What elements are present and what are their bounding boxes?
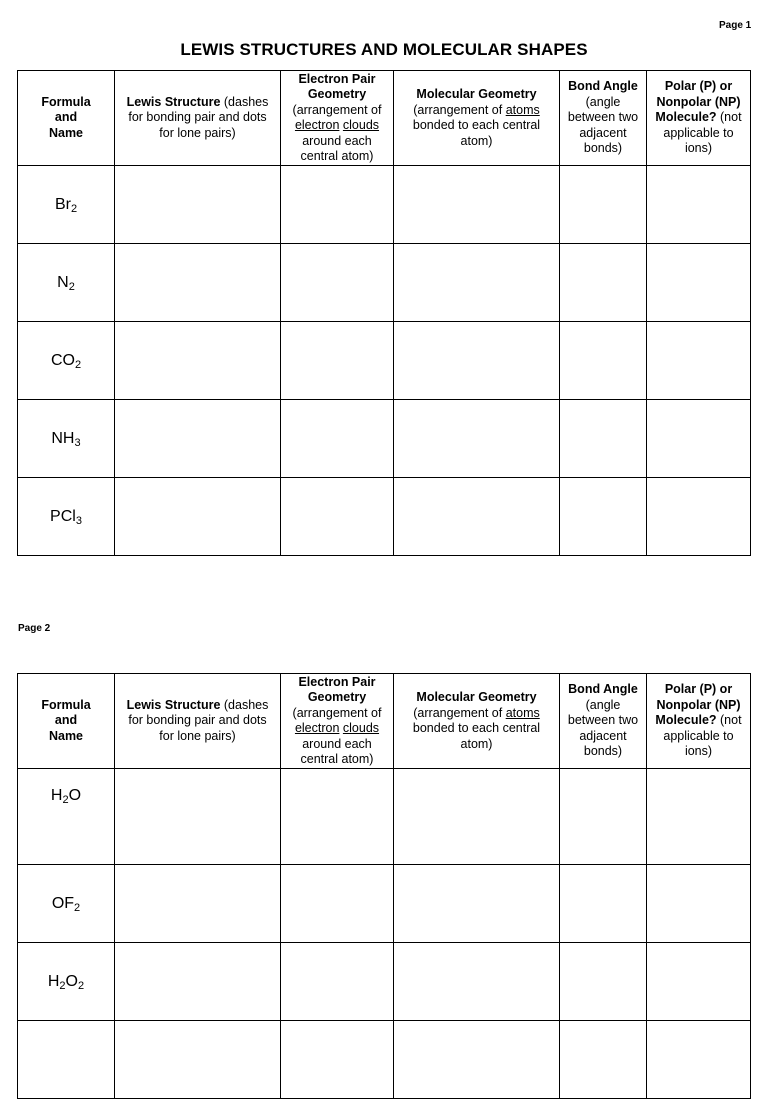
polarity-cell[interactable] — [647, 244, 751, 322]
electron-geometry-cell[interactable] — [281, 769, 394, 865]
molecular-geometry-cell[interactable] — [394, 478, 560, 556]
bond-angle-header: Bond Angle (angle between two adjacent bonds) — [560, 71, 647, 166]
polarity-cell[interactable] — [647, 1021, 751, 1099]
molecular-geometry-cell[interactable] — [394, 1021, 560, 1099]
bond-angle-cell[interactable] — [560, 322, 647, 400]
worksheet-title: LEWIS STRUCTURES AND MOLECULAR SHAPES — [180, 40, 588, 59]
electron-geometry-cell[interactable] — [281, 865, 394, 943]
lewis-structure-cell[interactable] — [115, 244, 281, 322]
lewis-structure-cell[interactable] — [115, 166, 281, 244]
table-row — [18, 769, 751, 865]
molecular-geometry-cell[interactable] — [394, 400, 560, 478]
formula-cell: $CO_2$ — [18, 322, 115, 400]
bond-angle-cell[interactable] — [560, 865, 647, 943]
bond-angle-cell[interactable] — [560, 1021, 647, 1099]
page-1-table — [17, 70, 751, 556]
electron-geometry-cell[interactable] — [281, 322, 394, 400]
electron-pair-geometry-header: Electron Pair Geometry (arrangement of electron clouds around each central atom) — [281, 674, 394, 769]
formula-cell — [18, 1021, 115, 1099]
page-1-label: Page 1 — [719, 20, 752, 31]
table-row — [18, 478, 751, 556]
molecular-geometry-cell[interactable] — [394, 244, 560, 322]
polarity-cell[interactable] — [647, 322, 751, 400]
lewis-structure-cell[interactable] — [115, 943, 281, 1021]
bond-angle-cell[interactable] — [560, 769, 647, 865]
table-row — [18, 865, 751, 943]
bond-angle-header: Bond Angle (angle between two adjacent bonds) — [560, 674, 647, 769]
lewis-structure-cell[interactable] — [115, 865, 281, 943]
electron-geometry-cell[interactable] — [281, 244, 394, 322]
table-row — [18, 1021, 751, 1099]
molecular-geometry-cell[interactable] — [394, 943, 560, 1021]
lewis-structure-cell[interactable] — [115, 769, 281, 865]
lewis-structure-header: Lewis Structure (dashes for bonding pair and dots for lone pairs) — [115, 674, 281, 769]
molecular-geometry-cell[interactable] — [394, 769, 560, 865]
polarity-cell[interactable] — [647, 166, 751, 244]
polarity-cell[interactable] — [647, 943, 751, 1021]
bond-angle-cell[interactable] — [560, 943, 647, 1021]
molecular-geometry-header: Molecular Geometry (arrangement of atoms bonded to each central atom) — [394, 71, 560, 166]
electron-geometry-cell[interactable] — [281, 478, 394, 556]
bond-angle-cell[interactable] — [560, 400, 647, 478]
page-2-label: Page 2 — [18, 623, 51, 634]
polarity-cell[interactable] — [647, 865, 751, 943]
formula-cell: $NH_3$ — [18, 400, 115, 478]
formula-cell: $OF_2$ — [18, 865, 115, 943]
table-row — [18, 166, 751, 244]
molecular-geometry-cell[interactable] — [394, 166, 560, 244]
molecular-geometry-header: Molecular Geometry (arrangement of atoms bonded to each central atom) — [394, 674, 560, 769]
formula-cell: $Br_2$ — [18, 166, 115, 244]
electron-geometry-cell[interactable] — [281, 166, 394, 244]
table-row — [18, 400, 751, 478]
bond-angle-cell[interactable] — [560, 166, 647, 244]
electron-geometry-cell[interactable] — [281, 943, 394, 1021]
header-row — [18, 71, 751, 166]
formula-cell: $H_2O_2$ — [18, 943, 115, 1021]
formula-cell: PCl$_3$ — [18, 478, 115, 556]
page-2-table — [17, 673, 751, 1099]
lewis-structure-cell[interactable] — [115, 322, 281, 400]
table-row — [18, 943, 751, 1021]
lewis-structure-header: Lewis Structure (dashes for bonding pair and dots for lone pairs) — [115, 71, 281, 166]
electron-pair-geometry-header: Electron Pair Geometry (arrangement of electron clouds around each central atom) — [281, 71, 394, 166]
lewis-structure-cell[interactable] — [115, 400, 281, 478]
header-row — [18, 674, 751, 769]
molecular-geometry-cell[interactable] — [394, 322, 560, 400]
polarity-header: Polar (P) or Nonpolar (NP) Molecule? (not applicable to ions) — [647, 71, 751, 166]
electron-geometry-cell[interactable] — [281, 400, 394, 478]
table-row — [18, 322, 751, 400]
formula-cell: $N_2$ — [18, 244, 115, 322]
lewis-structure-cell[interactable] — [115, 478, 281, 556]
polarity-cell[interactable] — [647, 400, 751, 478]
electron-geometry-cell[interactable] — [281, 1021, 394, 1099]
molecular-geometry-cell[interactable] — [394, 865, 560, 943]
formula-cell: $H_2O$ — [18, 769, 115, 865]
table-row — [18, 244, 751, 322]
polarity-header: Polar (P) or Nonpolar (NP) Molecule? (not applicable to ions) — [647, 674, 751, 769]
bond-angle-cell[interactable] — [560, 244, 647, 322]
bond-angle-cell[interactable] — [560, 478, 647, 556]
formula-header: Formula and Name — [18, 71, 115, 166]
formula-header: Formula and Name — [18, 674, 115, 769]
lewis-structure-cell[interactable] — [115, 1021, 281, 1099]
polarity-cell[interactable] — [647, 478, 751, 556]
polarity-cell[interactable] — [647, 769, 751, 865]
